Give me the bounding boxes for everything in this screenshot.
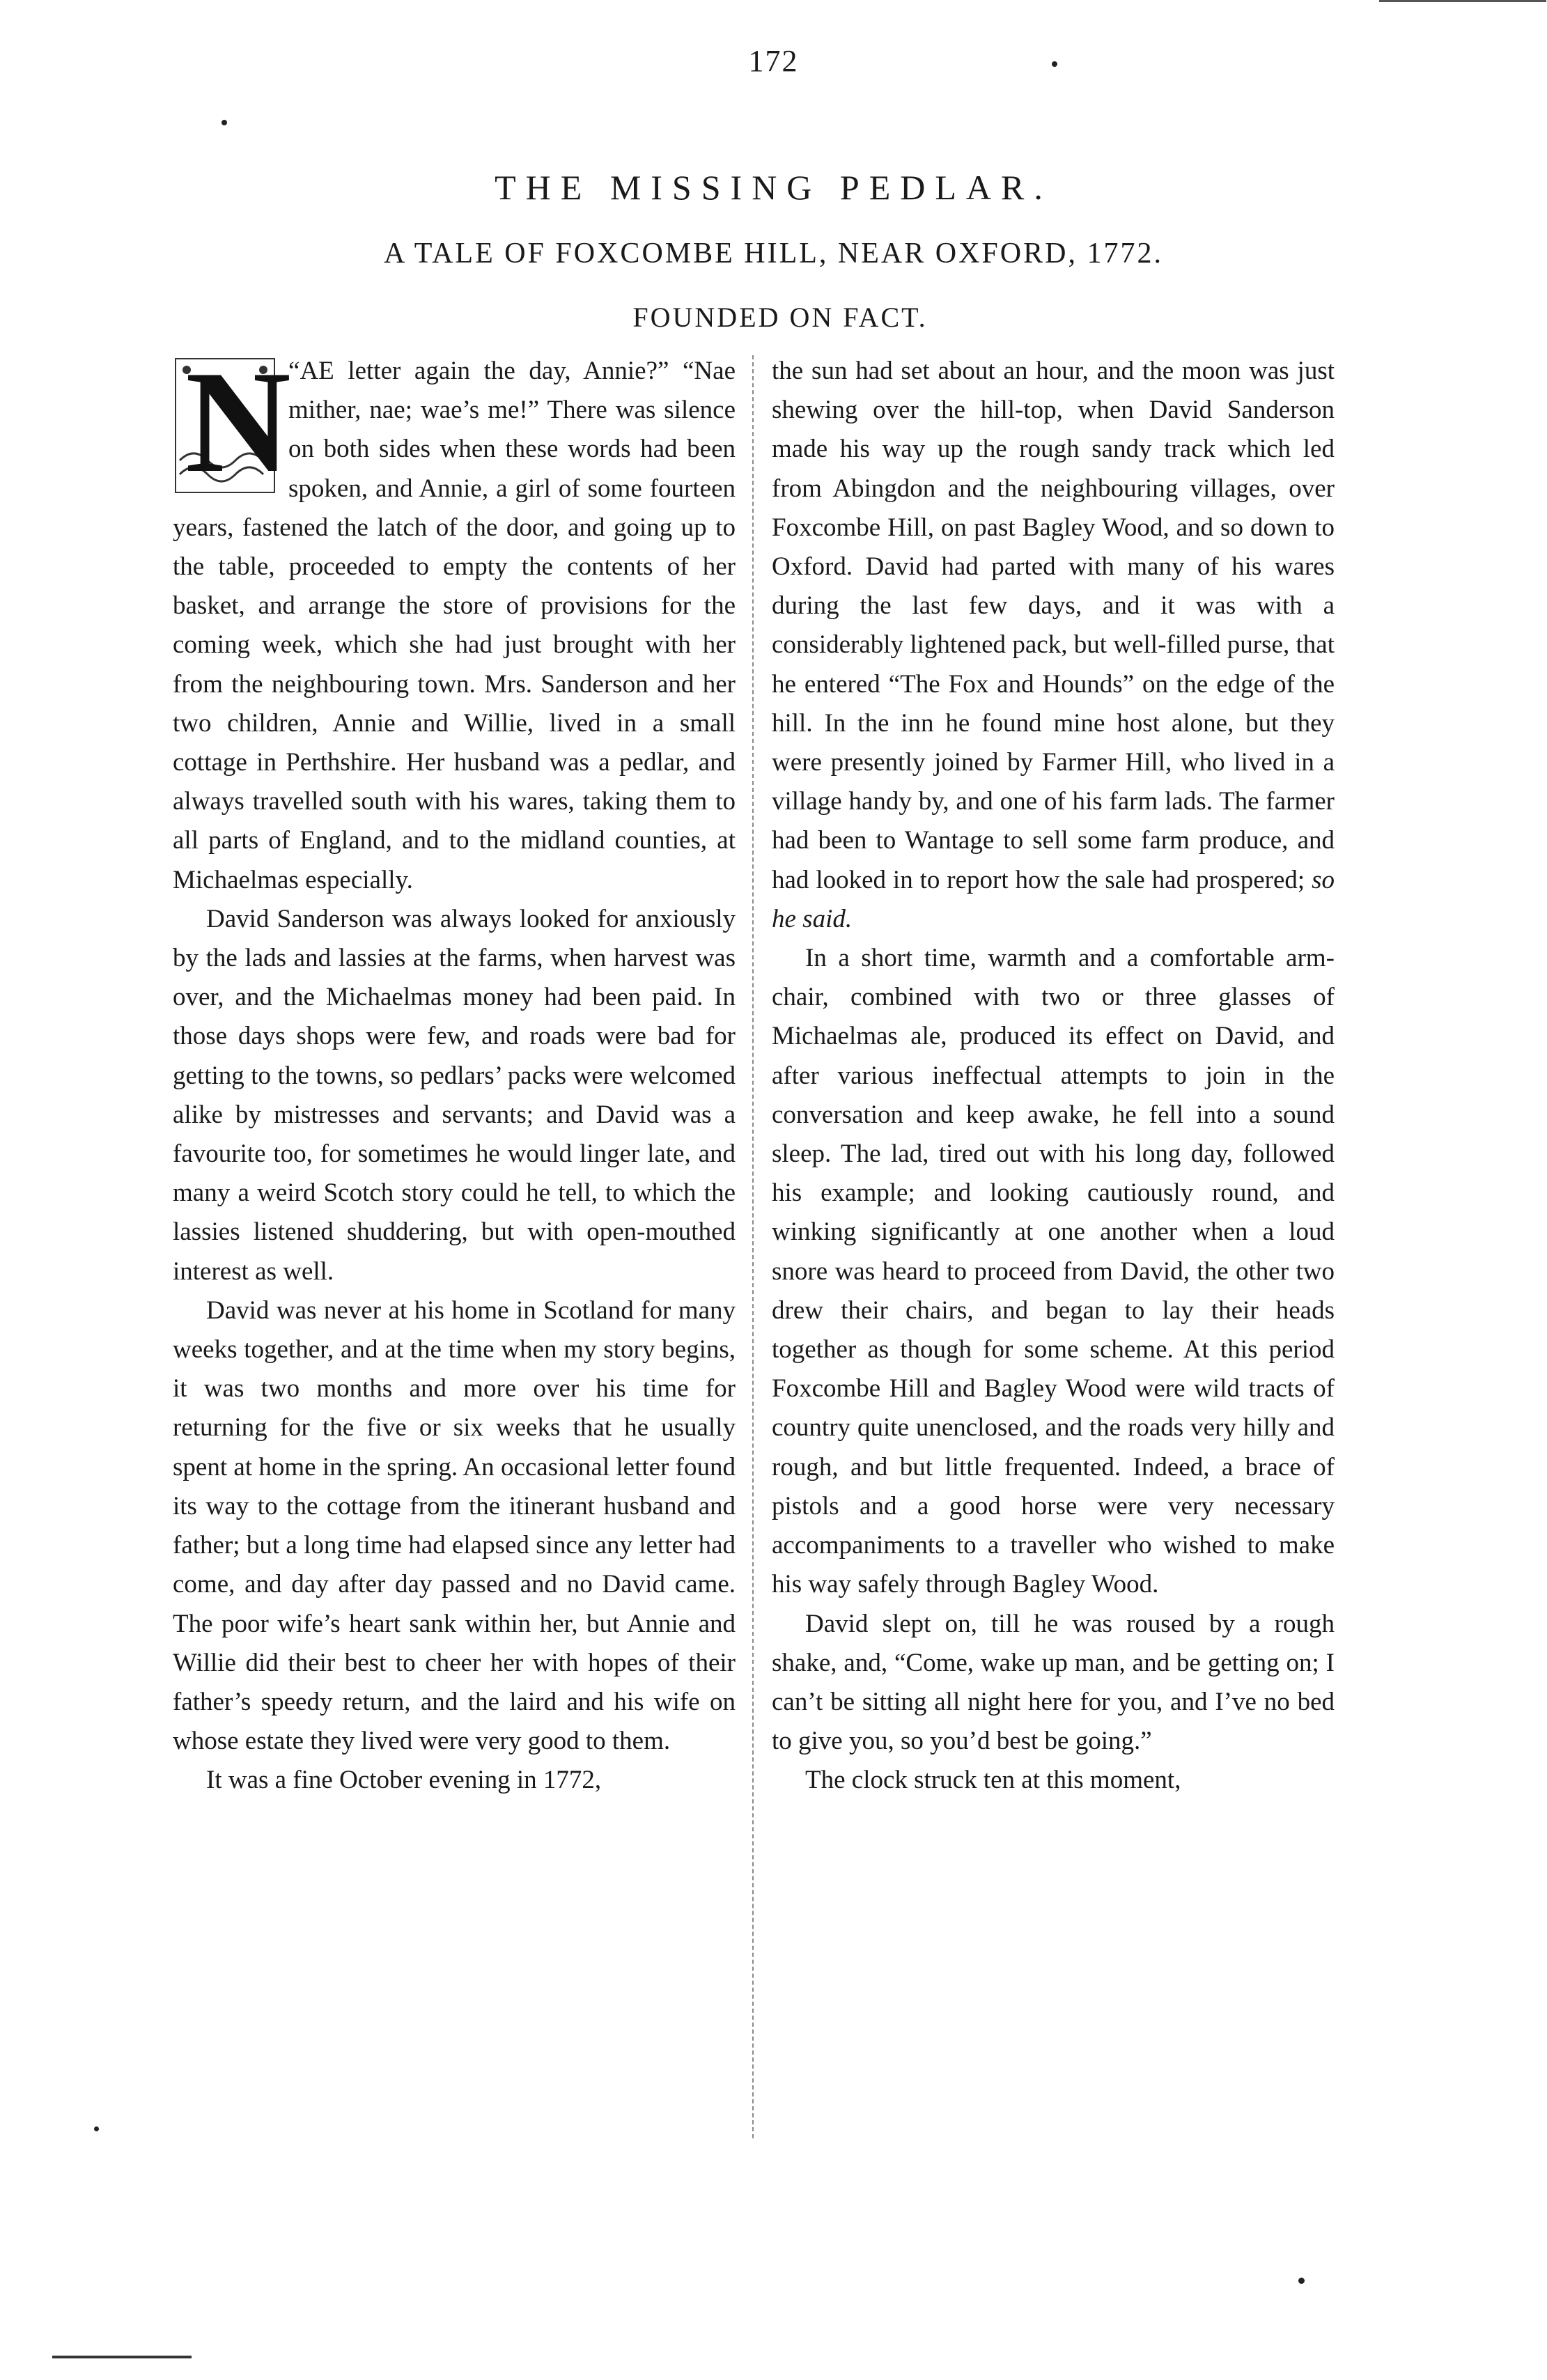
opening-quote: “ (288, 357, 300, 385)
paragraph: It was a fine October evening in 1772, (206, 1766, 602, 1795)
right-column (772, 352, 1335, 1800)
print-speck (1298, 2278, 1305, 2284)
bottom-edge-mark (52, 2356, 192, 2358)
top-edge-rule (1379, 0, 1546, 2)
story-subtitle: A TALE OF FOXCOMBE HILL, NEAR OXFORD, 1772. (384, 238, 1163, 270)
founded-on-fact-line: FOUNDED ON FACT. (632, 302, 928, 333)
paragraph-text: AE letter again the day, Annie?” “Nae mither, nae; wae’s me!” There was silence on both sides when these words had been spoken, and Annie, a girl of some fourteen years, fastened the latch of the door, and going up to the table, proceeded to empty the contents of her basket, and arrange the store of provisions for the coming week, which she had just brought with her from the neighbouring town. Mrs. Sanderson and her two children, Annie and Willie, lived in a small cottage in Perthshire. Her husband was a pedlar, and always travelled south with his wares, taking them to all parts of England, and to the midland counties, at Michaelmas especially. (173, 357, 736, 894)
drop-cap-letter: N (185, 341, 291, 503)
paragraph: David slept on, till he was roused by a rough shake, and, “Come, wake up man, and be getting on; I can’t be sitting all night here for you, and I’ve no bed to give you, so you’d best be going.” (772, 1609, 1335, 1756)
paragraph: David Sanderson was always looked for anxiously by the lads and lassies at the farms, when harvest was over, and the Michaelmas money had been paid. In those days shops were few, and roads were bad for getting to the towns, so pedlars’ packs were welcomed alike by mistresses and servants; and David was a favourite too, for sometimes he would linger late, and many a weird Scotch story could he tell, to which the lassies listened shuddering, but with open-mouthed interest as well. (173, 904, 736, 1286)
story-title: THE MISSING PEDLAR. (495, 168, 1052, 207)
paragraph: In a short time, warmth and a comfortable arm-chair, combined with two or three glasses of Michaelmas ale, produced its effect on David, and after various ineffectual attempts to join in the conversation and keep awake, he fell into a sound sleep. The lad, tired out with his long day, followed his example; and looking cautiously round, and winking significantly at one another when a loud snore was heard to proceed from David, the other two drew their chairs, and began to lay their heads together as though for some scheme. At this period Foxcombe Hill and Bagley Wood were wild tracts of country quite unenclosed, and the roads very hilly and rough, and but little frequented. Indeed, a brace of pistols and a good horse were very necessary accompaniments to a traveller who wished to make his way safely through Bagley Wood. (772, 944, 1335, 1599)
paragraph-text: the sun had set about an hour, and the moon was just shewing over the hill-top, when David Sanderson made his way up the rough sandy track which led from Abingdon and the neighbouring villages, over Foxcombe Hill, on past Bagley Wood, and so down to Oxford. David had parted with many of his wares during the last few days, and it was with a considerably lightened pack, but well-filled purse, that he entered “The Fox and Hounds” on the edge of the hill. In the inn he found mine host alone, but they were presently joined by Farmer Hill, who lived in a village handy by, and one of his farm lads. The farmer had been to Wantage to sell some farm produce, and had looked in to report how the sale had prospered; (772, 357, 1335, 894)
paragraph (772, 352, 1335, 939)
page-number: 172 (748, 44, 799, 78)
column-divider (752, 355, 754, 2138)
ornamental-drop-cap (173, 341, 291, 503)
paragraph (173, 341, 736, 900)
left-column (173, 341, 736, 1800)
print-speck (1052, 61, 1057, 67)
italic-aside: so he said. (772, 865, 1335, 933)
paragraph: David was never at his home in Scotland for many weeks together, and at the time when my story begins, it was two months and more over his time for returning for the five or six weeks that he usually spent at home in the spring. An occasional letter found its way to the cottage from the itinerant husband and father; but a long time had elapsed since any letter had come, and day after day passed and no David came. The poor wife’s heart sank within her, but Annie and Willie did their best to cheer her with hopes of their father’s speedy return, and the laird and his wife on whose estate they lived were very good to them. (173, 1296, 736, 1756)
print-speck (221, 120, 227, 125)
paragraph: The clock struck ten at this moment, (805, 1766, 1181, 1795)
print-speck (94, 2126, 99, 2131)
